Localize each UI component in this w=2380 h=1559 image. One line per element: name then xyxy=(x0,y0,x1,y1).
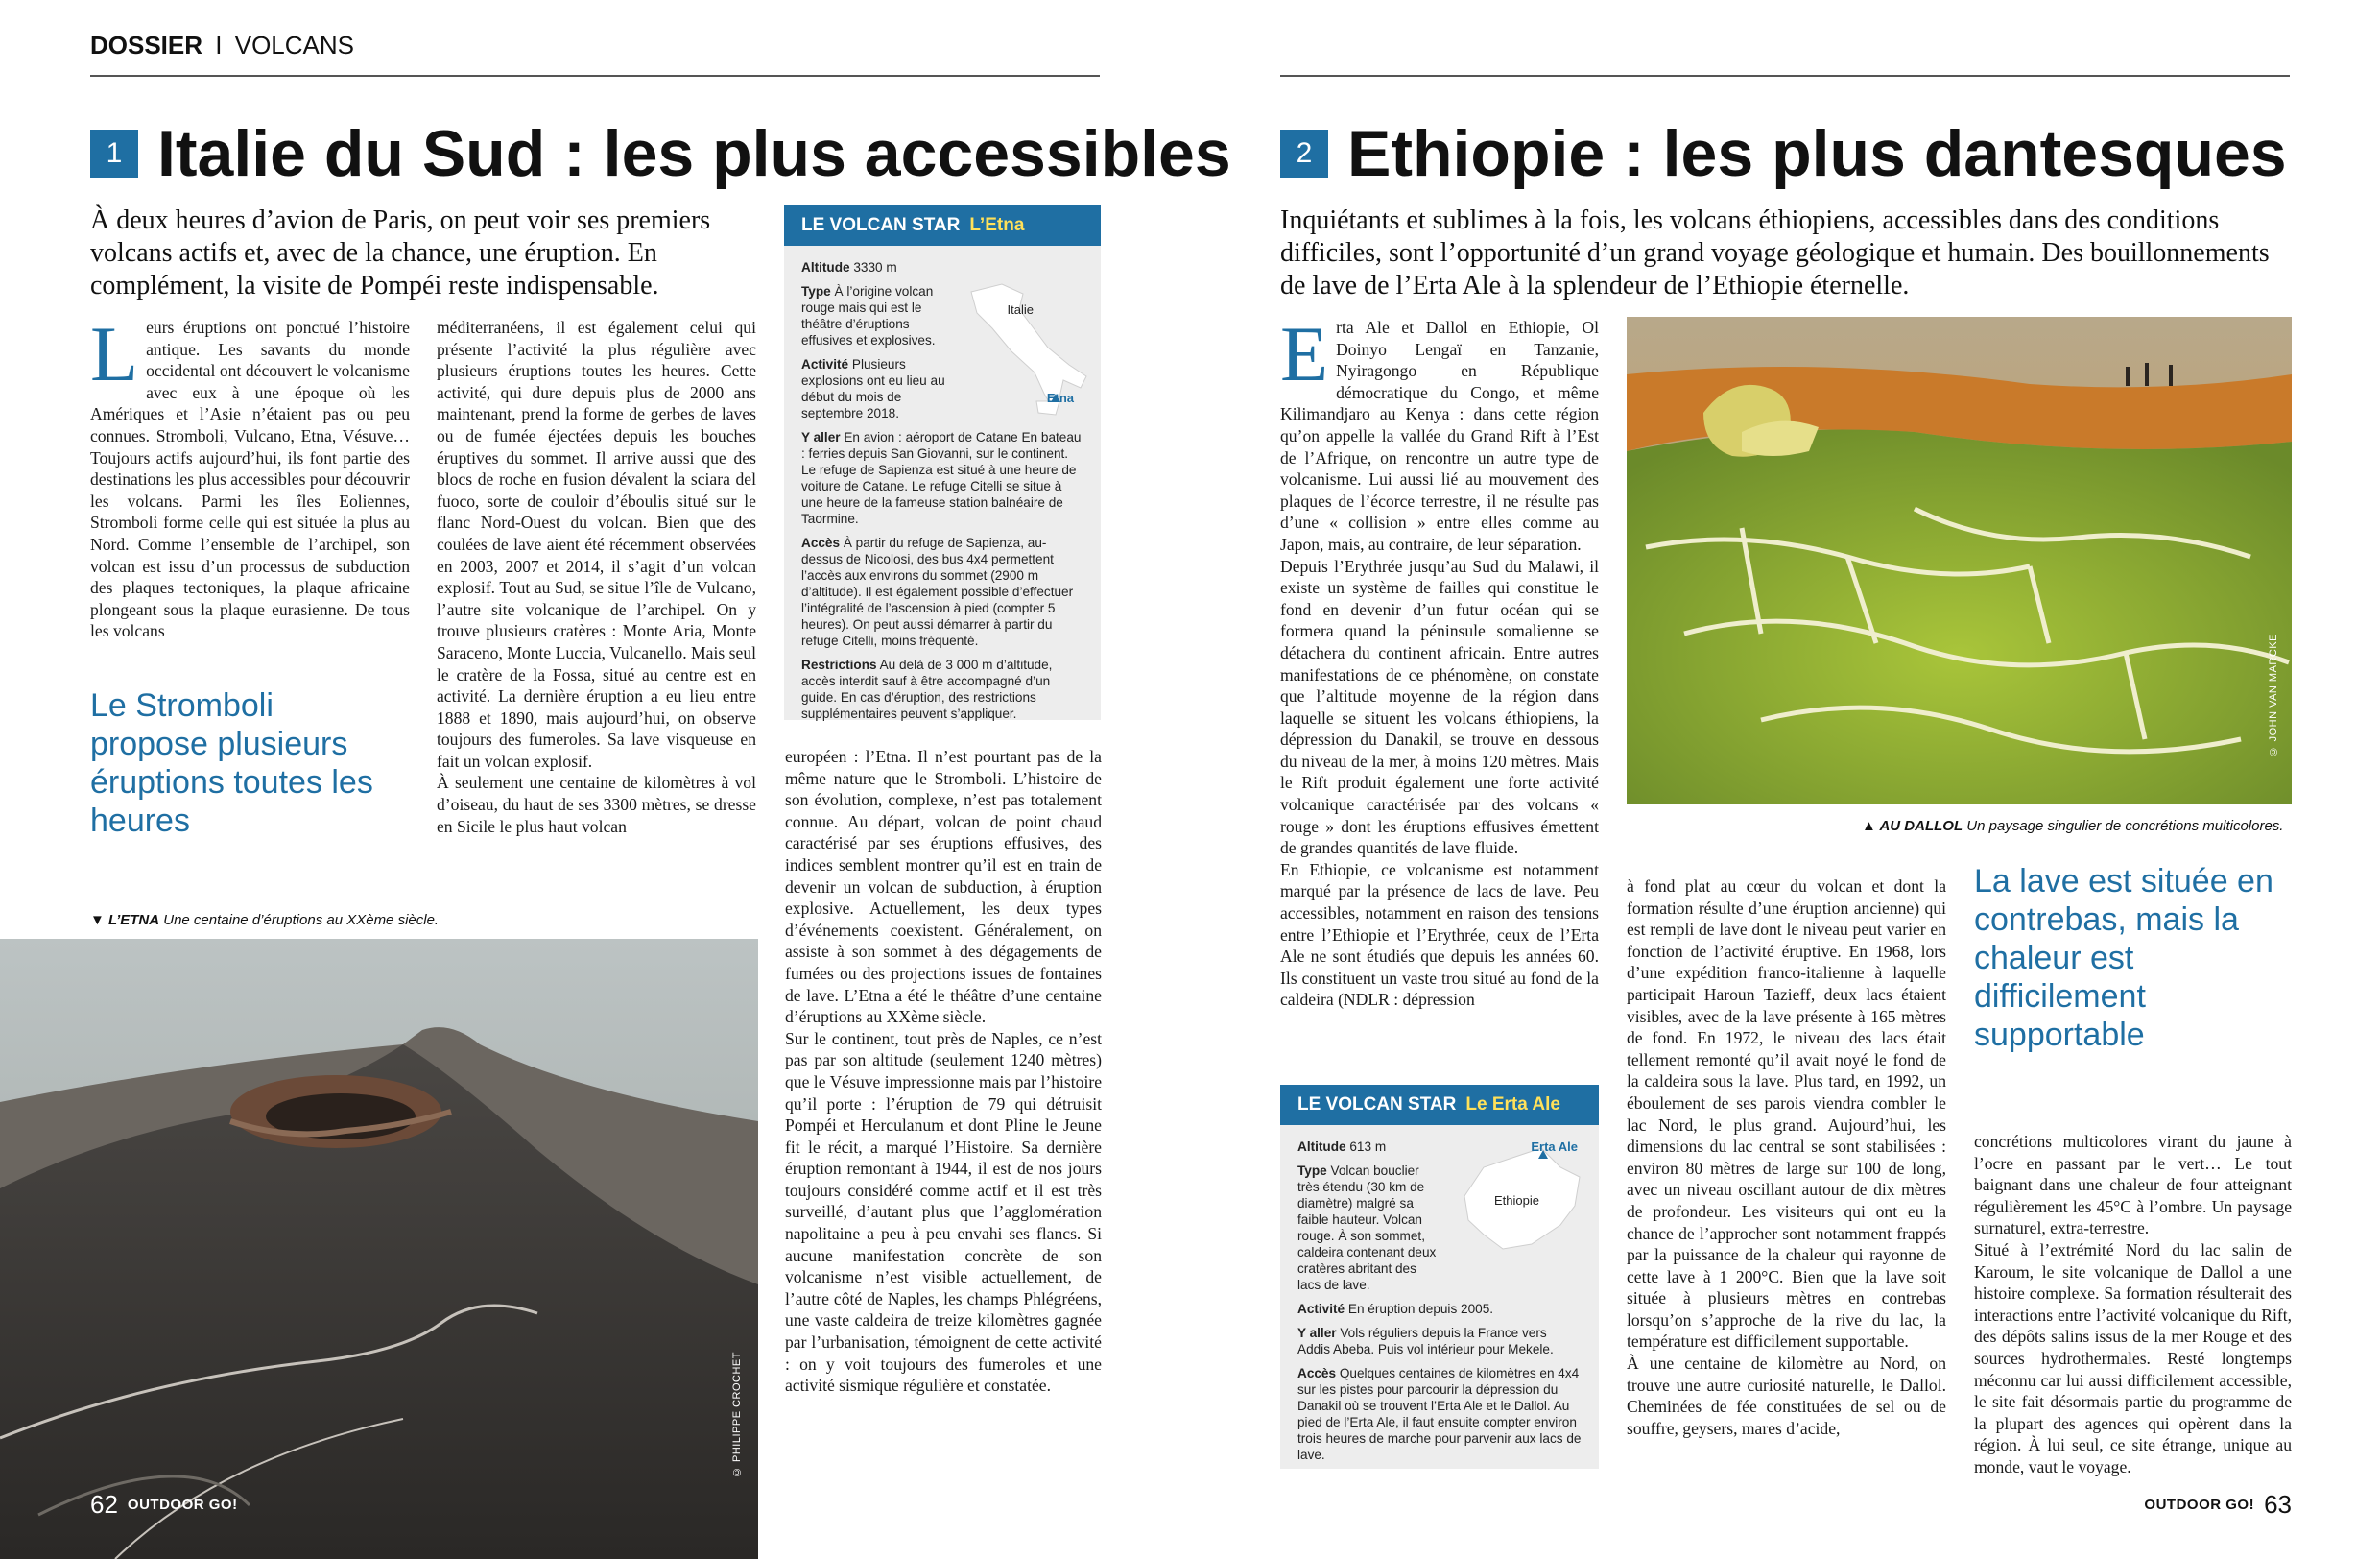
photo-caption-etna xyxy=(90,912,439,928)
map-label-country: Italie xyxy=(1007,302,1034,317)
infobox-body xyxy=(1280,1125,1599,1484)
article-column-2-left xyxy=(437,317,756,837)
map-label-pin: Etna xyxy=(1046,391,1074,405)
etna-landscape-illustration xyxy=(0,939,758,1559)
infobox-row xyxy=(1297,1325,1582,1357)
caption-text: Un paysage singulier de concrétions multicolores. xyxy=(1966,818,2284,834)
column-text: eurs éruptions ont ponctué l’histoire antique. Les savants du monde occidental ont découvert le volcanisme avec eux à une époque où les Amériques et l’Asie n’étaient pas ou peu connues. Stromboli, Vulcano, Etna, Vésuve… Toujours actifs aujourd’hui, ils font partie des destinations les plus accessibles pour découvrir les volcans. Parmi les îles Eoliennes, Stromboli forme celle qui est située la plus au Nord. Comme l’ensemble de l’archipel, son volcan est issu d’un processus de subduction des plaques tectoniques, la plaque africaine plongeant sous la plaque eurasienne. De tous les volcans xyxy=(90,318,410,641)
caption-label: ▼ L’ETNA xyxy=(90,912,160,928)
infobox-row xyxy=(801,259,945,276)
dropcap: E xyxy=(1280,310,1329,397)
magazine-brand: OUTDOOR GO! xyxy=(2144,1497,2255,1513)
pullquote-stromboli: Le Stromboli propose plusieurs éruptions toutes les heures xyxy=(90,687,373,839)
infobox-header-label: LE VOLCAN STAR xyxy=(801,215,961,235)
infobox-erta-ale xyxy=(1280,1085,1599,1469)
header-separator: I xyxy=(215,31,223,60)
infobox-header-label: LE VOLCAN STAR xyxy=(1297,1094,1457,1115)
infobox-row xyxy=(1297,1163,1441,1293)
infobox-row xyxy=(1297,1301,1582,1317)
caption-text: Une centaine d’éruptions au XXème siècle. xyxy=(163,912,440,928)
column-paragraph: À seulement une centaine de kilomètres à vol d’oiseau, du haut de ses 3300 mètres, se dresse en Sicile le plus haut volcan xyxy=(437,773,756,836)
photo-credit-dallol: © JOHN VAN MARCKE xyxy=(2268,634,2279,757)
article-column-1-right xyxy=(1280,310,1599,1011)
intro-paragraph-left: À deux heures d’avion de Paris, on peut voir ses premiers volcans actifs et, avec de la chance, une éruption. En complément, la visite de Pompéi reste indispensable. xyxy=(90,205,711,300)
row-value: À l’origine volcan rouge mais qui est le théâtre d’éruptions effusives et explosives. xyxy=(801,284,936,348)
column-paragraph: à fond plat au cœur du volcan et dont la formation résulte d’une éruption ancienne) qui est rempli de lave dont le niveau peut varier en fonction de l’activité éruptive. En 1968, lors d’une expédition franco-italienne à laquelle participait Haroun Tazieff, deux lacs étaient visibles, avec de la lave présente à 165 mètres de fond. En 1972, le niveau des lacs était tellement remonté qu’il avait noyé le fond de la caldeira sous la lave. Plus tard, en 1992, un éboulement de ses parois viendra combler le lac Nord, le plus grand. Aujourd’hui, les dimensions du lac central se sont stabilisées : environ 80 mètres de large sur 100 de long, avec un niveau oscillant autour de dix mètres de profondeur. Les visiteurs qui ont eu la chance de l’approcher sont notamment frappés par la puissance de la chaleur qui rayonne de cette lave à 1 200°C. Bien que la lave soit située à plusieurs mètres en contrebas lorsqu’on s’approche de la rive du lac, la température est difficilement supportable. xyxy=(1627,876,1946,1352)
infobox-row xyxy=(801,283,945,348)
map-label-country: Ethiopie xyxy=(1494,1193,1539,1208)
map-label-pin: Erta Ale xyxy=(1531,1139,1578,1154)
infobox-body xyxy=(784,246,1101,743)
section-number-badge: 2 xyxy=(1280,130,1328,178)
infobox-row xyxy=(1297,1365,1582,1463)
page-number: 63 xyxy=(2264,1490,2292,1519)
row-key: Y aller xyxy=(801,430,841,444)
header-topic: VOLCANS xyxy=(234,31,354,60)
infobox-etna xyxy=(784,205,1101,720)
infobox-header-name: L’Etna xyxy=(969,215,1025,235)
intro-paragraph-right: Inquiétants et sublimes à la fois, les volcans éthiopiens, accessibles dans des conditions difficiles, sont l’opportunité d’un grand voyage géologique et humain. Des bouillonnements de lave de l’Erta Ale à la splendeur de l’Ethiopie éternelle. xyxy=(1280,205,2270,300)
column-paragraph: Sur le continent, tout près de Naples, ce n’est pas par son altitude (seulement 1240 mètres) que le Vésuve impressionne mais par l’histoire qu’il porte : l’éruption de 79 qui détruisit Pompéi et Herculanum et dont Pline le Jeune fit le récit, a marqué l’Histoire. Sa dernière éruption remontant à 1944, il est de nos jours toujours considéré comme actif et il est très surveillé, d’autant plus que l’agglomération napolitaine a peu à peu envahi ses flancs. Si aucune manifestation concrète de son volcanisme n’est visible actuellement, de l’autre côté de Naples, les champs Phlégréens, une vaste caldeira de treize kilomètres gagnée par l’urbanisation, témoignent de cette activité : on y voit toujours des fumeroles et une activité sismique régulière et constatée. xyxy=(785,1028,1102,1396)
row-key: Y aller xyxy=(1297,1326,1337,1340)
infobox-row xyxy=(801,657,1083,722)
column-paragraph: À une centaine de kilomètre au Nord, on trouve une autre curiosité naturelle, le Dallol. Cheminées de fée constituées de sel ou de souffre, geysers, mares d’acide, xyxy=(1627,1354,1946,1438)
article-column-1-left xyxy=(90,310,410,642)
row-value: À partir du refuge de Sapienza, au-dessus de Nicolosi, des bus 4x4 permettent l’accès aux environs du sommet (2900 m d’altitude). Il est également possible d’effectuer l’intégralité de l’ascension à pied (compter 5 heures). On peut aussi démarrer à partir du refuge Citelli, moins fréquenté. xyxy=(801,536,1074,648)
row-key: Type xyxy=(801,284,831,299)
section-number-badge: 1 xyxy=(90,130,138,178)
row-value: En éruption depuis 2005. xyxy=(1347,1302,1494,1316)
section-title-text: Italie du Sud : les plus accessibles xyxy=(157,117,1231,190)
row-value: Volcan bouclier très étendu (30 km de diamètre) malgré sa faible hauteur. Volcan rouge. À son sommet, caldeira contenant deux cratères abritant des lacs de lave. xyxy=(1297,1163,1437,1292)
row-value: Plusieurs explosions ont eu lieu au début du mois de septembre 2018. xyxy=(801,357,945,420)
infobox-header-name: Le Erta Ale xyxy=(1465,1094,1560,1115)
dropcap: L xyxy=(90,310,139,397)
photo-dallol xyxy=(1627,317,2292,804)
article-column-3-right xyxy=(1974,1131,2292,1478)
column-paragraph: méditerranéens, il est également celui qui présente l’activité la plus régulière avec plusieurs éruptions toutes les heures. Cette activité, qui dure depuis plus de 2000 ans maintenant, prend la forme de gerbes de laves ou de fumée éjectées depuis les bouches éruptives du sommet. Il arrive aussi que des blocs de roche en fusion dévalent la sciara del fuoco, sorte de couloir d’éboulis situé sur le flanc Nord-Ouest du volcan. Bien que des coulées de lave aient été récemment observées en 2003, 2007 et 2014, il s’agit d’un volcan explosif. Tout au Sud, se situe l’île de Vulcano, l’autre site volcanique de l’archipel. On y trouve plusieurs cratères : Monte Aria, Monte Saraceno, Monte Luccia, Vulcanello. Mais seul le cratère de la Fossa, situé au centre est en activité. La dernière éruption a eu lieu entre 1888 et 1890, mais aujourd’hui, on observe toujours des fumeroles. Sa lave visqueuse en fait un volcan explosif. xyxy=(437,318,756,771)
row-value: Vols réguliers depuis la France vers Addis Abeba. Puis vol intérieur pour Mekele. xyxy=(1297,1326,1554,1356)
column-paragraph: européen : l’Etna. Il n’est pourtant pas de la même nature que le Stromboli. L’histoire de son évolution, complexe, n’est pas totalement connue. Au départ, volcan de point chaud caractérisé par ses éruptions effusives, des indices semblent montrer qu’il est en train de devenir un volcan de subduction, à éruption explosive. Actuellement, les deux types d’événements coexistent. Généralement, on assiste à son sommet à des dégagements de fumées ou des projections issues de fontaines de lave. L’Etna a été le théâtre d’une centaine d’éruptions au XXème siècle. xyxy=(785,747,1102,1027)
photo-credit-etna: © PHILIPPE CROCHET xyxy=(731,1352,743,1478)
column-paragraph: Depuis l’Erythrée jusqu’au Sud du Malawi, il existe un système de failles qui constitue le fond en devenir d’un futur océan qui se formera quand la péninsule somalienne se détachera du continent africain. Entre autres manifestations de ce phénomène, on constate que l’altitude moyenne de la région dans laquelle se situent les volcans éthiopiens, la dépression du Danakil, se trouve en dessous du niveau de la mer, à moins 120 mètres. Mais le Rift produit également une forte activité volcanique caractérisée par des volcans « rouge » dont les éruptions effusives émettent de grandes quantités de lave fluide. xyxy=(1280,556,1599,858)
photo-caption-dallol xyxy=(1862,818,2283,834)
section-title-italie xyxy=(90,117,1231,190)
header-dossier: DOSSIER xyxy=(90,31,203,60)
section-title-ethiopie xyxy=(1280,117,2287,190)
header-rule-left xyxy=(90,75,1100,77)
infobox-row xyxy=(801,535,1083,649)
row-value: 3330 m xyxy=(853,260,897,275)
row-key: Accès xyxy=(1297,1366,1337,1380)
row-key: Activité xyxy=(801,357,849,372)
row-key: Type xyxy=(1297,1163,1327,1178)
folio-right xyxy=(2144,1490,2292,1520)
folio-left xyxy=(90,1490,238,1520)
magazine-brand: OUTDOOR GO! xyxy=(127,1497,238,1513)
header-rule-right xyxy=(1280,75,2290,77)
caption-label: ▲ AU DALLOL xyxy=(1862,818,1964,834)
row-key: Altitude xyxy=(1297,1139,1346,1154)
running-header xyxy=(90,31,354,60)
column-paragraph: concrétions multicolores virant du jaune à l’ocre en passant par le vert… Le tout baignant dans une chaleur de four atteignant régulièrement les 45°C à l’ombre. Un paysage surnaturel, extra-terrestre. xyxy=(1974,1132,2292,1238)
row-key: Activité xyxy=(1297,1302,1345,1316)
infobox-row xyxy=(801,356,945,421)
row-value: 613 m xyxy=(1349,1139,1387,1154)
article-column-3-left xyxy=(785,746,1102,1397)
infobox-row xyxy=(1297,1139,1441,1155)
pullquote-lave: La lave est située en contrebas, mais la chaleur est difficilement supportable xyxy=(1974,863,2273,1053)
infobox-header xyxy=(784,205,1101,246)
section-title-text: Ethiopie : les plus dantesques xyxy=(1347,117,2287,190)
dallol-landscape-illustration xyxy=(1627,317,2292,804)
article-column-2-right xyxy=(1627,875,1946,1439)
column-paragraph: En Ethiopie, ce volcanisme est notamment marqué par la présence de lacs de lave. Peu accessibles, notamment en raison des tensions entre l’Ethiopie et l’Erythrée, ceux de l’Erta Ale ne sont étudiés que depuis les années 60. Ils constituent un vaste trou situé au fond de la caldeira (NDLR : dépression xyxy=(1280,859,1599,1010)
row-key: Restrictions xyxy=(801,658,877,672)
row-key: Altitude xyxy=(801,260,850,275)
column-text: rta Ale et Dallol en Ethiopie, Ol Doinyo Lengaï en Tanzanie, Nyiragongo en République démocratique du Congo, et même Kilimandjaro au Kenya : dans cette région qu’on appelle la vallée du Grand Rift à l’Est de l’Afrique, on rencontre un autre type de volcanisme. Lui aussi lié au mouvement des plaques de l’écorce terrestre, il ne résulte pas d’une « collision » entre elles comme au Japon, mais, au contraire, de leur séparation. xyxy=(1280,318,1599,554)
row-key: Accès xyxy=(801,536,841,550)
row-value: Au delà de 3 000 m d’altitude, accès interdit sauf à être accompagné d’un guide. En cas d’éruption, des restrictions supplémentaires peuvent s’appliquer. xyxy=(801,658,1053,721)
row-value: En avion : aéroport de Catane En bateau : ferries depuis San Giovanni, sur le continent. Le refuge de Sapienza est situé à une heure de voiture de Catane. Le refuge Citelli se situe à une heure de la fameuse station balnéaire de Taormine. xyxy=(801,430,1082,526)
page-number: 62 xyxy=(90,1490,118,1519)
photo-etna xyxy=(0,939,758,1559)
infobox-header xyxy=(1280,1085,1599,1125)
infobox-row xyxy=(801,429,1083,527)
column-paragraph: Situé à l’extrémité Nord du lac salin de Karoum, le site volcanique de Dallol a une histoire complexe. Sa formation résulterait des interactions entre l’activité volcanique du Rift, des dépôts salins issus de la mer Rouge et des sources hydrothermales. Resté longtemps méconnu car lui aussi difficilement accessible, le site fait désormais partie du programme de la plupart des agences qui opèrent dans la région. À lui seul, ce site étrange, unique au monde, vaut le voyage. xyxy=(1974,1239,2292,1476)
column-paragraph xyxy=(1280,310,1599,556)
row-value: Quelques centaines de kilomètres en 4x4 sur les pistes pour parcourir la dépression du Danakil où se trouvent l’Erta Ale et le Dallol. Au pied de l’Erta Ale, il faut ensuite compter environ trois heures de marche pour parvenir aux lacs de lave. xyxy=(1297,1366,1582,1462)
